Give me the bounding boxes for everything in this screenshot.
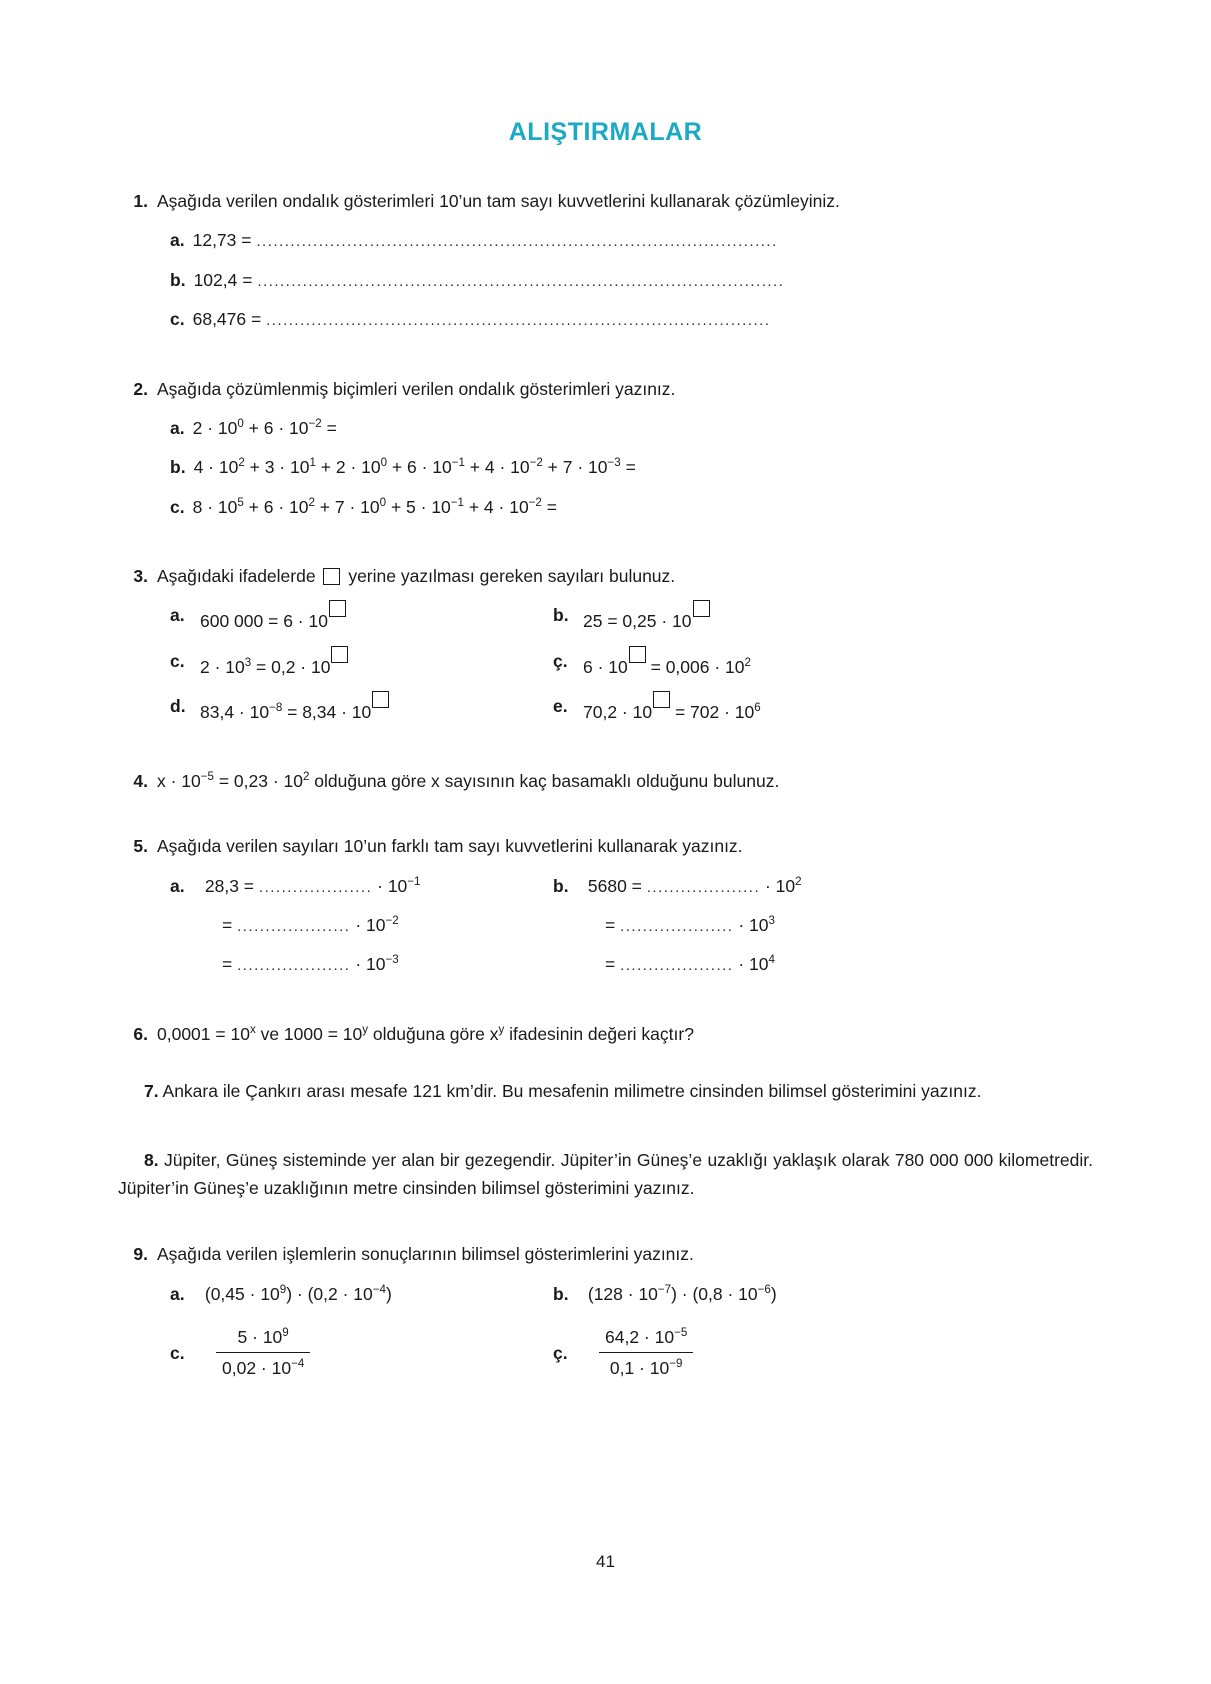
question-5-text: Aşağıda verilen sayıları 10’un farklı tam sayı kuvvetlerini kullanarak yazınız.	[157, 836, 743, 857]
item-value: 28,3 =	[204, 875, 255, 896]
exponent: −3	[607, 457, 621, 470]
expression-q3cc	[583, 649, 751, 680]
equation-text: = 0,23 · 10	[213, 770, 303, 791]
expression-q5b-line1: 5680 = .................... · $10^2$	[587, 875, 802, 896]
equation-text: 600 000 = 6 · 10	[200, 611, 328, 632]
answer-blank[interactable]: ....................	[237, 918, 351, 936]
exponent: y	[362, 1024, 369, 1037]
equation-text: ) · (0,8 · 10	[671, 1283, 758, 1304]
spacer	[118, 739, 1093, 769]
answer-box[interactable]	[329, 600, 346, 617]
question-4-number: 4.	[133, 770, 148, 791]
exponent: 2	[302, 771, 310, 784]
exponent: −5	[674, 1327, 688, 1340]
expression-q5a-line3: = .................... · $10^{-3}$	[222, 954, 399, 975]
exponent: 2	[238, 457, 245, 470]
equation-text: = 0,2 · 10	[251, 656, 331, 677]
question-1-number: 1.	[133, 191, 148, 211]
equation-text: = 8,34 · 10	[282, 701, 372, 722]
question-5-number: 5.	[133, 836, 148, 857]
question-6	[118, 1022, 1093, 1047]
question-9-item-b	[538, 1282, 1093, 1307]
exponent: 0	[380, 457, 388, 470]
question-9-number: 9.	[133, 1244, 148, 1265]
equation-text: ve 1000 = 10	[255, 1023, 363, 1044]
exponent: 1	[309, 457, 316, 470]
coefficient: 6	[263, 496, 274, 517]
question-3-item-e	[538, 694, 1093, 725]
question-5-item-a-line2	[118, 913, 538, 938]
question-5-item-b-line2	[538, 913, 1093, 938]
question-1-text: Aşağıda verilen ondalık gösterimleri 10’un tam sayı kuvvetlerini kullanarak çözümleyiniz.	[157, 191, 840, 211]
question-2-item-c	[118, 495, 1093, 520]
answer-box[interactable]	[372, 691, 389, 708]
expression-q5b-line2: = .................... · $10^3$	[605, 915, 775, 936]
question-5-row-2	[118, 913, 1093, 938]
question-3	[118, 564, 1093, 725]
item-letter: b.	[170, 457, 186, 478]
expression-q3b	[583, 603, 710, 634]
item-letter: d.	[170, 695, 186, 716]
exponent: −1	[451, 457, 465, 470]
question-8-number: 8.	[144, 1149, 159, 1170]
expression-q9b	[583, 1282, 777, 1307]
question-5-items	[118, 874, 1093, 978]
question-5-row-1	[118, 874, 1093, 899]
question-8	[118, 1146, 1093, 1203]
exponent: −5	[200, 771, 214, 784]
question-3-item-d	[118, 694, 538, 725]
question-5-row-3	[118, 952, 1093, 977]
spacer	[118, 347, 1093, 377]
question-9-item-cc	[538, 1325, 1093, 1382]
question-3-number: 3.	[133, 566, 148, 586]
question-3-text	[157, 564, 1093, 589]
item-letter: a.	[170, 875, 185, 896]
question-8-paragraph	[118, 1146, 1093, 1203]
item-letter: a.	[170, 230, 185, 251]
item-letter: c.	[170, 650, 185, 671]
question-9-items	[118, 1282, 1093, 1382]
fraction-q9cc	[599, 1325, 693, 1382]
item-value: 12,73 =	[192, 230, 252, 251]
question-3-items	[118, 603, 1093, 725]
coefficient: 4	[193, 457, 204, 478]
item-letter: e.	[553, 695, 568, 716]
fraction-denominator	[599, 1352, 693, 1381]
item-letter: ç.	[553, 650, 568, 671]
exponent: x	[249, 1024, 256, 1037]
question-9-text: Aşağıda verilen işlemlerin sonuçlarının bilimsel gösterimlerini yazınız.	[157, 1244, 694, 1265]
exponent: −6	[757, 1283, 771, 1296]
question-3-row-2	[118, 649, 1093, 680]
equation-text: (0,45 · 10	[204, 1283, 280, 1304]
item-letter: b.	[170, 269, 186, 290]
expression-q9a	[200, 1282, 392, 1307]
spacer	[118, 534, 1093, 564]
coefficient: 6	[406, 457, 417, 478]
answer-box[interactable]	[653, 691, 670, 708]
item-letter: ç.	[553, 1342, 568, 1363]
answer-blank[interactable]: ....................	[620, 918, 734, 936]
answer-blank[interactable]: .........................................................................................	[266, 312, 771, 330]
page-number: 41	[596, 1552, 615, 1571]
page-content	[118, 118, 1093, 1396]
coefficient: 4	[483, 496, 494, 517]
question-2	[118, 377, 1093, 521]
item-letter: b.	[553, 605, 569, 626]
question-7	[118, 1077, 1093, 1105]
question-5-item-b	[538, 874, 1093, 899]
equation-text: x · 10	[157, 770, 201, 791]
exponent: −2	[308, 418, 322, 431]
item-body	[194, 268, 785, 293]
question-9-item-a	[118, 1282, 538, 1307]
question-1-items	[118, 228, 1093, 332]
exponent: 3	[244, 656, 252, 669]
exponent: −8	[269, 701, 283, 714]
exponent: 4	[768, 954, 775, 967]
exponent: −2	[528, 496, 542, 509]
exponent: 9	[279, 1283, 287, 1296]
expression-q5b-line3: = .................... · $10^4$	[605, 954, 775, 975]
expression-q3d	[200, 694, 389, 725]
answer-box[interactable]	[629, 646, 646, 663]
question-6-text-tail: olduğuna göre	[372, 1023, 485, 1044]
exponent: −1	[450, 496, 464, 509]
question-2-items	[118, 416, 1093, 520]
answer-blank[interactable]: ....................	[620, 957, 734, 975]
spacer	[118, 794, 1093, 834]
equation-text: 0,0001 = 10	[157, 1023, 250, 1044]
spacer	[118, 992, 1093, 1022]
exponent: 0	[237, 418, 244, 431]
question-3-row-3	[118, 694, 1093, 725]
question-6-header	[118, 1022, 1093, 1047]
exponent: 5	[237, 496, 244, 509]
question-7-number: 7.	[144, 1081, 159, 1102]
item-value: 102,4 =	[193, 269, 253, 290]
question-3-text-before: Aşağıdaki ifadelerde	[157, 566, 316, 586]
exponent: 2	[308, 496, 315, 509]
fraction-denominator	[216, 1352, 310, 1381]
equals-sign: =	[625, 457, 636, 478]
question-4	[118, 769, 1093, 794]
item-letter: c.	[170, 496, 185, 517]
item-body	[193, 307, 771, 332]
question-8-text: Jüpiter, Güneş sisteminde yer alan bir gezegendir. Jüpiter’in Güneş’e uzaklığı yaklaşık olarak 780 000 000 kilometredir. Jüpiter’in Güneş’e uzaklığının metre cinsinden bilimsel gösterimini yazınız.	[118, 1149, 1093, 1198]
question-4-text	[157, 769, 1093, 794]
equation-text: 5 · 10	[237, 1327, 283, 1348]
expression-q2a: $2 \cdot 10^0 + 6 \cdot 10^{-2}$ =	[192, 417, 337, 438]
coefficient: 2	[192, 417, 203, 438]
exponent: 3	[768, 915, 775, 928]
item-value: 5680 =	[587, 875, 642, 896]
item-letter: a.	[170, 1283, 185, 1304]
question-3-header	[118, 564, 1093, 589]
equation-text: 6 · 10	[583, 656, 628, 677]
exponent: 0	[379, 496, 387, 509]
question-5-item-a	[118, 874, 538, 899]
exponent: y	[498, 1024, 505, 1037]
answer-blank[interactable]: ....................	[646, 878, 761, 896]
answer-blank[interactable]: ............................................................................................	[256, 233, 778, 251]
spacer	[118, 1202, 1093, 1242]
question-2-item-b	[118, 455, 1093, 480]
coefficient: 5	[406, 496, 416, 517]
exponent: 2	[795, 875, 802, 888]
coefficient: 7	[334, 496, 345, 517]
question-7-text: Ankara ile Çankırı arası mesafe 121 km’dir. Bu mesafenin milimetre cinsinden bilimsel gösterimini yazınız.	[162, 1081, 982, 1102]
question-9-row-1	[118, 1282, 1093, 1307]
question-1-item-a	[118, 228, 1093, 253]
item-letter: c.	[170, 309, 185, 330]
coefficient: 3	[264, 457, 275, 478]
question-3-item-cc	[538, 649, 1093, 680]
exponent: −1	[407, 875, 421, 888]
question-5-header	[118, 834, 1093, 859]
question-9-header	[118, 1242, 1093, 1267]
question-2-header	[118, 377, 1093, 402]
expression-q2b: $4 \cdot 10^2 + 3 \cdot 10^1 + 2 \cdot 10^0 + 6 \cdot 10^{-1} + 4 \cdot 10^{-2} + 7 \cdot 10^{-3}$ =	[193, 457, 636, 478]
equals-sign: =	[546, 496, 557, 517]
expression-q5a-line2: = .................... · $10^{-2}$	[222, 915, 399, 936]
equals-sign: =	[326, 417, 337, 438]
question-1	[118, 189, 1093, 333]
equation-text: (128 · 10	[587, 1283, 658, 1304]
expression-q3c	[200, 649, 348, 680]
equation-text: )	[385, 1283, 392, 1304]
equation-text: 2 · 10	[200, 656, 245, 677]
item-letter: a.	[170, 417, 185, 438]
item-letter: b.	[553, 875, 569, 896]
question-5-item-a-line3	[118, 952, 538, 977]
question-2-number: 2.	[133, 378, 148, 399]
equation-text: 25 = 0,25 · 10	[583, 611, 692, 632]
question-9-item-c	[118, 1325, 538, 1382]
answer-box[interactable]	[331, 646, 348, 663]
question-3-item-b	[538, 603, 1093, 634]
expression-q3a	[200, 603, 346, 634]
item-letter: c.	[170, 1342, 185, 1363]
fraction-numerator	[599, 1325, 693, 1352]
expression-q2c: $8 \cdot 10^5 + 6 \cdot 10^2 + 7 \cdot 10^0 + 5 \cdot 10^{-1} + 4 \cdot 10^{-2}$ =	[192, 496, 557, 517]
item-body	[193, 228, 778, 253]
exponent: −4	[372, 1283, 386, 1296]
equation-text: 0,1 · 10	[609, 1358, 670, 1379]
equation-text: 70,2 · 10	[583, 701, 653, 722]
question-3-item-a	[118, 603, 538, 634]
equation-text: 0,02 · 10	[222, 1358, 292, 1379]
question-1-item-c	[118, 307, 1093, 332]
question-4-text-tail: olduğuna göre x sayısının kaç basamaklı olduğunu bulunuz.	[314, 770, 780, 791]
question-5-item-b-line3	[538, 952, 1093, 977]
answer-blank[interactable]: ....................	[258, 878, 373, 896]
question-9-row-2	[118, 1325, 1093, 1382]
variable: x	[489, 1023, 499, 1044]
question-3-text-after: yerine yazılması gereken sayıları bulunuz.	[348, 566, 676, 586]
question-1-header	[118, 189, 1093, 214]
exponent: −3	[385, 954, 399, 967]
equation-text: 64,2 · 10	[605, 1327, 675, 1348]
item-value: 68,476 =	[192, 309, 262, 330]
placeholder-box-icon	[323, 568, 340, 585]
question-2-item-a	[118, 416, 1093, 441]
question-6-text-tail2: ifadesinin değeri kaçtır?	[509, 1023, 694, 1044]
coefficient: 2	[335, 457, 346, 478]
answer-box[interactable]	[693, 600, 710, 617]
equation-text: = 702 · 10	[670, 701, 755, 722]
spacer	[118, 1047, 1093, 1077]
exponent: 9	[282, 1327, 289, 1340]
item-letter: b.	[553, 1283, 569, 1304]
question-6-text	[157, 1022, 1093, 1047]
exponent: 6	[754, 701, 761, 714]
exponent: −2	[529, 457, 543, 470]
equation-text: = 0,006 · 10	[645, 656, 745, 677]
expression-q3e	[583, 694, 761, 725]
exponent: −7	[657, 1283, 672, 1296]
answer-blank[interactable]: .............................................................................................	[257, 272, 785, 290]
coefficient: 7	[562, 457, 573, 478]
exponent: −2	[385, 915, 399, 928]
exponent: 2	[744, 656, 751, 669]
question-4-header	[118, 769, 1093, 794]
exponent: −4	[291, 1358, 305, 1371]
question-7-paragraph	[118, 1077, 1093, 1105]
question-3-row-1	[118, 603, 1093, 634]
question-5	[118, 834, 1093, 978]
item-letter: a.	[170, 605, 185, 626]
fraction-numerator	[216, 1325, 310, 1352]
question-6-number: 6.	[133, 1023, 148, 1044]
question-2-text: Aşağıda çözümlenmiş biçimleri verilen ondalık gösterimleri yazınız.	[157, 378, 676, 399]
question-1-item-b	[118, 268, 1093, 293]
question-9	[118, 1242, 1093, 1382]
coefficient: 6	[263, 417, 274, 438]
answer-blank[interactable]: ....................	[237, 957, 351, 975]
equation-text: ) · (0,2 · 10	[286, 1283, 373, 1304]
equation-text: )	[770, 1283, 777, 1304]
coefficient: 8	[192, 496, 203, 517]
page-title: ALIŞTIRMALAR	[508, 118, 703, 146]
expression-q5a-line1: 28,3 = .................... · $10^{-1}$	[204, 875, 421, 896]
question-3-item-c	[118, 649, 538, 680]
fraction-q9c	[216, 1325, 310, 1382]
equation-text: 83,4 · 10	[200, 701, 270, 722]
coefficient: 4	[484, 457, 495, 478]
exponent: −9	[669, 1358, 683, 1371]
spacer	[118, 1106, 1093, 1146]
